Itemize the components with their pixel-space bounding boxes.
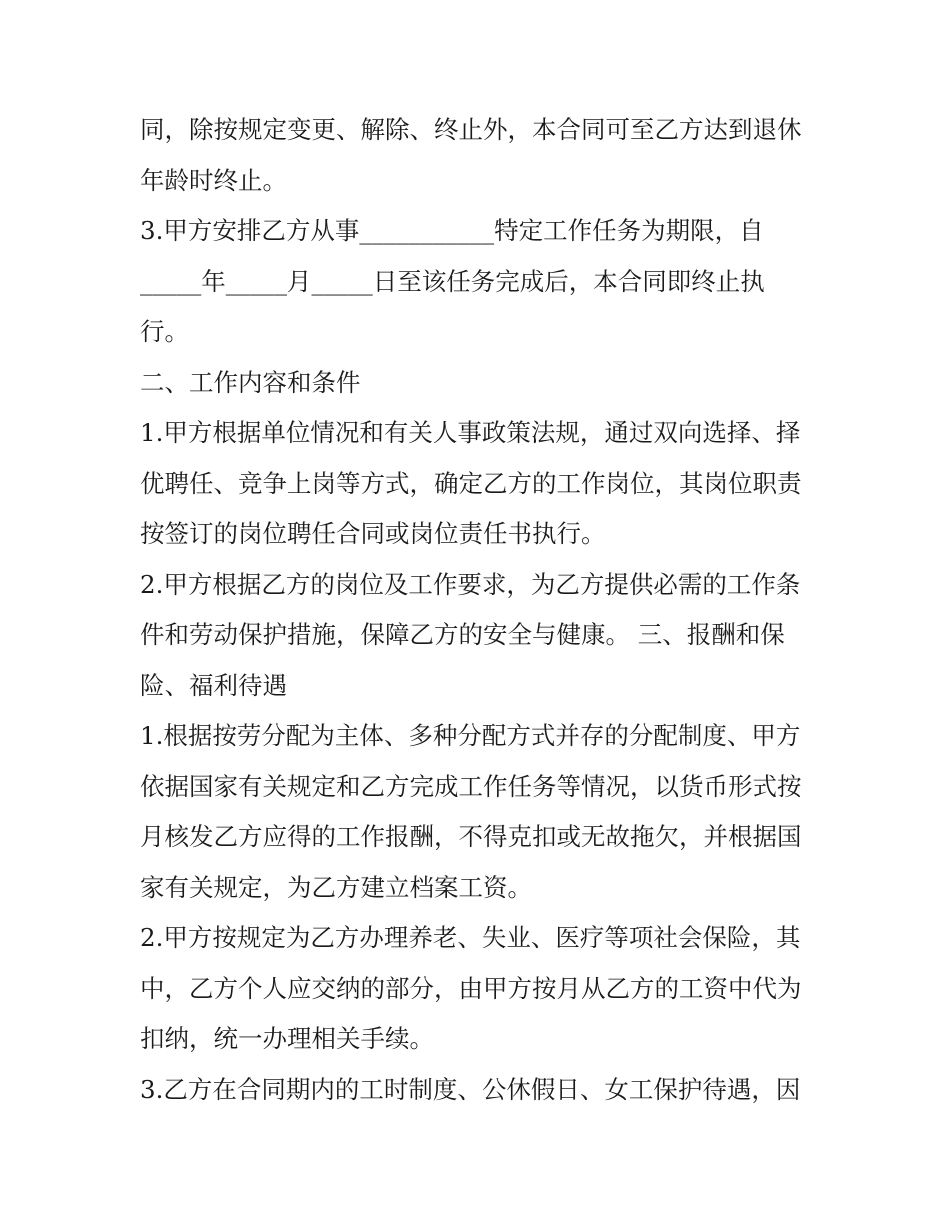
- text-line: 2.甲方按规定为乙方办理养老、失业、医疗等项社会保险，其: [140, 923, 801, 952]
- text-line: 月核发乙方应得的工作报酬，不得克扣或无故拖欠，并根据国: [140, 822, 802, 851]
- text-line: _____年_____月_____日至该任务完成后，本合同即终止执: [140, 266, 765, 296]
- text-line: 中，乙方个人应交纳的部分，由甲方按月从乙方的工资中代为: [140, 973, 802, 1003]
- text-line: 件和劳动保护措施，保障乙方的安全与健康。 三、报酬和保: [140, 620, 785, 649]
- text-line: 按签订的岗位聘任合同或岗位责任书执行。: [140, 519, 606, 548]
- text-line: 2.甲方根据乙方的岗位及工作要求，为乙方提供必需的工作条: [140, 569, 801, 599]
- text-line: 家有关规定，为乙方建立档案工资。: [140, 872, 532, 902]
- text-line: 年龄时终止。: [140, 165, 287, 195]
- section-heading: 二、工作内容和条件: [140, 367, 361, 397]
- text-line: 3.乙方在合同期内的工时制度、公休假日、女工保护待遇，因: [140, 1074, 801, 1104]
- text-line: 依据国家有关规定和乙方完成工作任务等情况，以货币形式按: [140, 771, 802, 801]
- text-line: 1.根据按劳分配为主体、多种分配方式并存的分配制度、甲方: [140, 721, 801, 750]
- text-line: 3.甲方安排乙方从事___________特定工作任务为期限，自: [140, 216, 764, 245]
- document-body: [140, 105, 830, 1115]
- text-line: 险、福利待遇: [140, 670, 287, 700]
- text-line: 扣纳，统一办理相关手续。: [140, 1024, 434, 1053]
- text-line: 1.甲方根据单位情况和有关人事政策法规，通过双向选择、择: [140, 418, 801, 447]
- text-line: 同，除按规定变更、解除、终止外，本合同可至乙方达到退休: [140, 115, 802, 144]
- text-line: 行。: [140, 317, 189, 346]
- text-line: 优聘任、竞争上岗等方式，确定乙方的工作岗位，其岗位职责: [140, 468, 802, 498]
